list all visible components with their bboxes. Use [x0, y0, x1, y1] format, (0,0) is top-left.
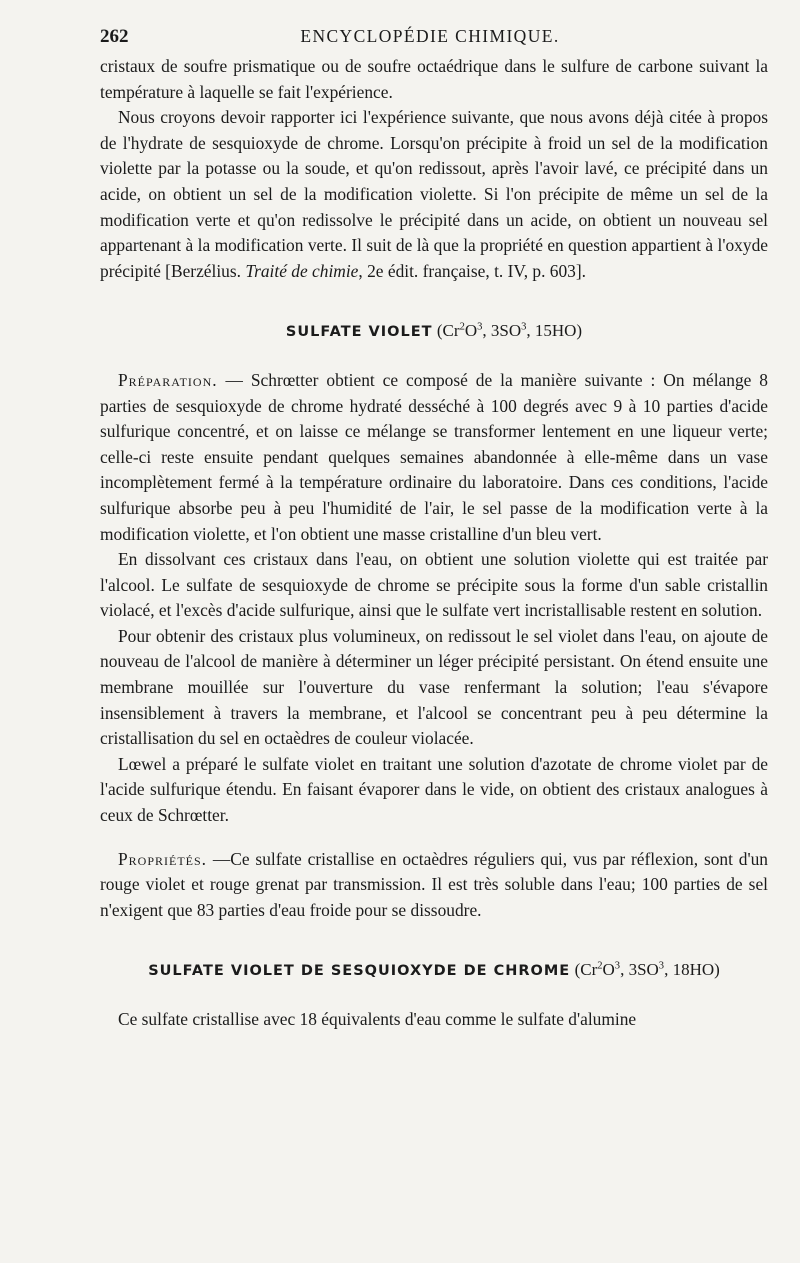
berzelius-text: Nous croyons devoir rapporter ici l'expérience suivante, que nous avons déjà citée à propos de l'hydrate de sesquioxyde de chrome. Lorsqu'on précipite à froid un sel de la modification violette par la potasse ou la soude, et qu'on redissout, après l'avoir lavé, ce précipité dans un acide, on obtient un sel de la modification violette. Si l'on précipite de même un sel de la modification verte et qu'on redissolve le précipité dans un acide, on obtient un nouveau sel appartenant à la modification verte. Il suit de là que la propriété en question appartient à l'oxyde précipité [Berzélius.: [100, 107, 768, 281]
paragraph-alumine: Ce sulfate cristallise avec 18 équivalents d'eau comme le sulfate d'alumine: [118, 1009, 637, 1029]
section-name: SULFATE VIOLET DE SESQUIOXYDE DE CHROME: [148, 963, 571, 980]
section-heading-sulfate-sesquioxyde: [100, 957, 768, 985]
page-number: 262: [100, 26, 129, 47]
section-heading-sulfate-violet: [100, 318, 768, 346]
preparation-text: — Schrœtter obtient ce composé de la manière suivante : On mélange 8 parties de sesquioxyde de chrome hydraté desséché à 100 degrés avec 9 à 10 parties d'acide sulfurique concentré, et on laisse ce mélange se transformer lentement en une liqueur verte; celle-ci reste ensuite pendant quelques semaines abandonnée à elle-même dans un vase incomplètement fermé à la température ordinaire du laboratoire. Dans ces conditions, l'acide sulfurique absorbe peu à peu l'humidité de l'air, le sel passe de la modification verte à la modification violette, et l'on obtient une masse cristalline d'un bleu vert.: [100, 369, 768, 544]
paragraph-berzelius: [100, 105, 768, 284]
paragraph-crystals: Pour obtenir des cristaux plus volumineux, on redissout le sel violet dans l'eau, on ajoute de nouveau de l'alcool de manière à déterminer un léger précipité persistant. On étend ensuite une membrane mouillée sur l'ouverture du vase renfermant la solution; l'eau s'évapore insensiblement à travers la membrane, et l'alcool se concentrant peu à peu détermine la cristallisation du sel en octaèdres de couleur violacée.: [100, 625, 768, 749]
paragraph-dissolution: En dissolvant ces cristaux dans l'eau, on obtient une solution violette qui est traitée par l'alcool. Le sulfate de sesquioxyde de chrome se précipite sous la forme d'un sable cristallin violacé, et l'excès d'acide sulfurique, ainsi que le sulfate vert incristallisable restent en solution.: [100, 549, 768, 621]
body-text: [100, 54, 768, 1033]
section-name: SULFATE VIOLET: [285, 324, 433, 341]
paragraph-loewel: Lœwel a préparé le sulfate violet en traitant une solution d'azotate de chrome violet par de l'acide sulfurique étendu. En faisant évaporer dans le vide, on obtient des cristaux analogues à ceux de Schrœtter.: [100, 753, 768, 826]
paragraph-soufre: cristaux de soufre prismatique ou de soufre octaédrique dans le sulfure de carbone suivant la température à laquelle se fait l'expérience.: [100, 56, 768, 102]
paragraph-preparation: [100, 368, 768, 547]
running-head: [100, 26, 760, 50]
properties-text: —Ce sulfate cristallise en octaèdres réguliers qui, vus par réflexion, sont d'un rouge violet et rouge grenat par transmission. Il est très soluble dans l'eau; 100 parties de sel n'exigent que 83 parties d'eau froide pour se dissoudre.: [100, 848, 768, 920]
book-title: Traité de chimie: [245, 260, 359, 281]
citation-end: , 2e édit. française, t. IV, p. 603].: [358, 260, 587, 281]
running-title: ENCYCLOPÉDIE CHIMIQUE.: [300, 26, 560, 46]
section-formula: ($Cr^2O^3$, $3SO^3$, 15HO): [436, 321, 583, 341]
preparation-label: Préparation.: [118, 369, 218, 390]
section-formula: ($Cr^2O^3$, $3SO^3$, 18HO): [574, 960, 720, 980]
properties-label: Propriétés.: [118, 848, 208, 869]
paragraph-properties: [100, 847, 768, 924]
